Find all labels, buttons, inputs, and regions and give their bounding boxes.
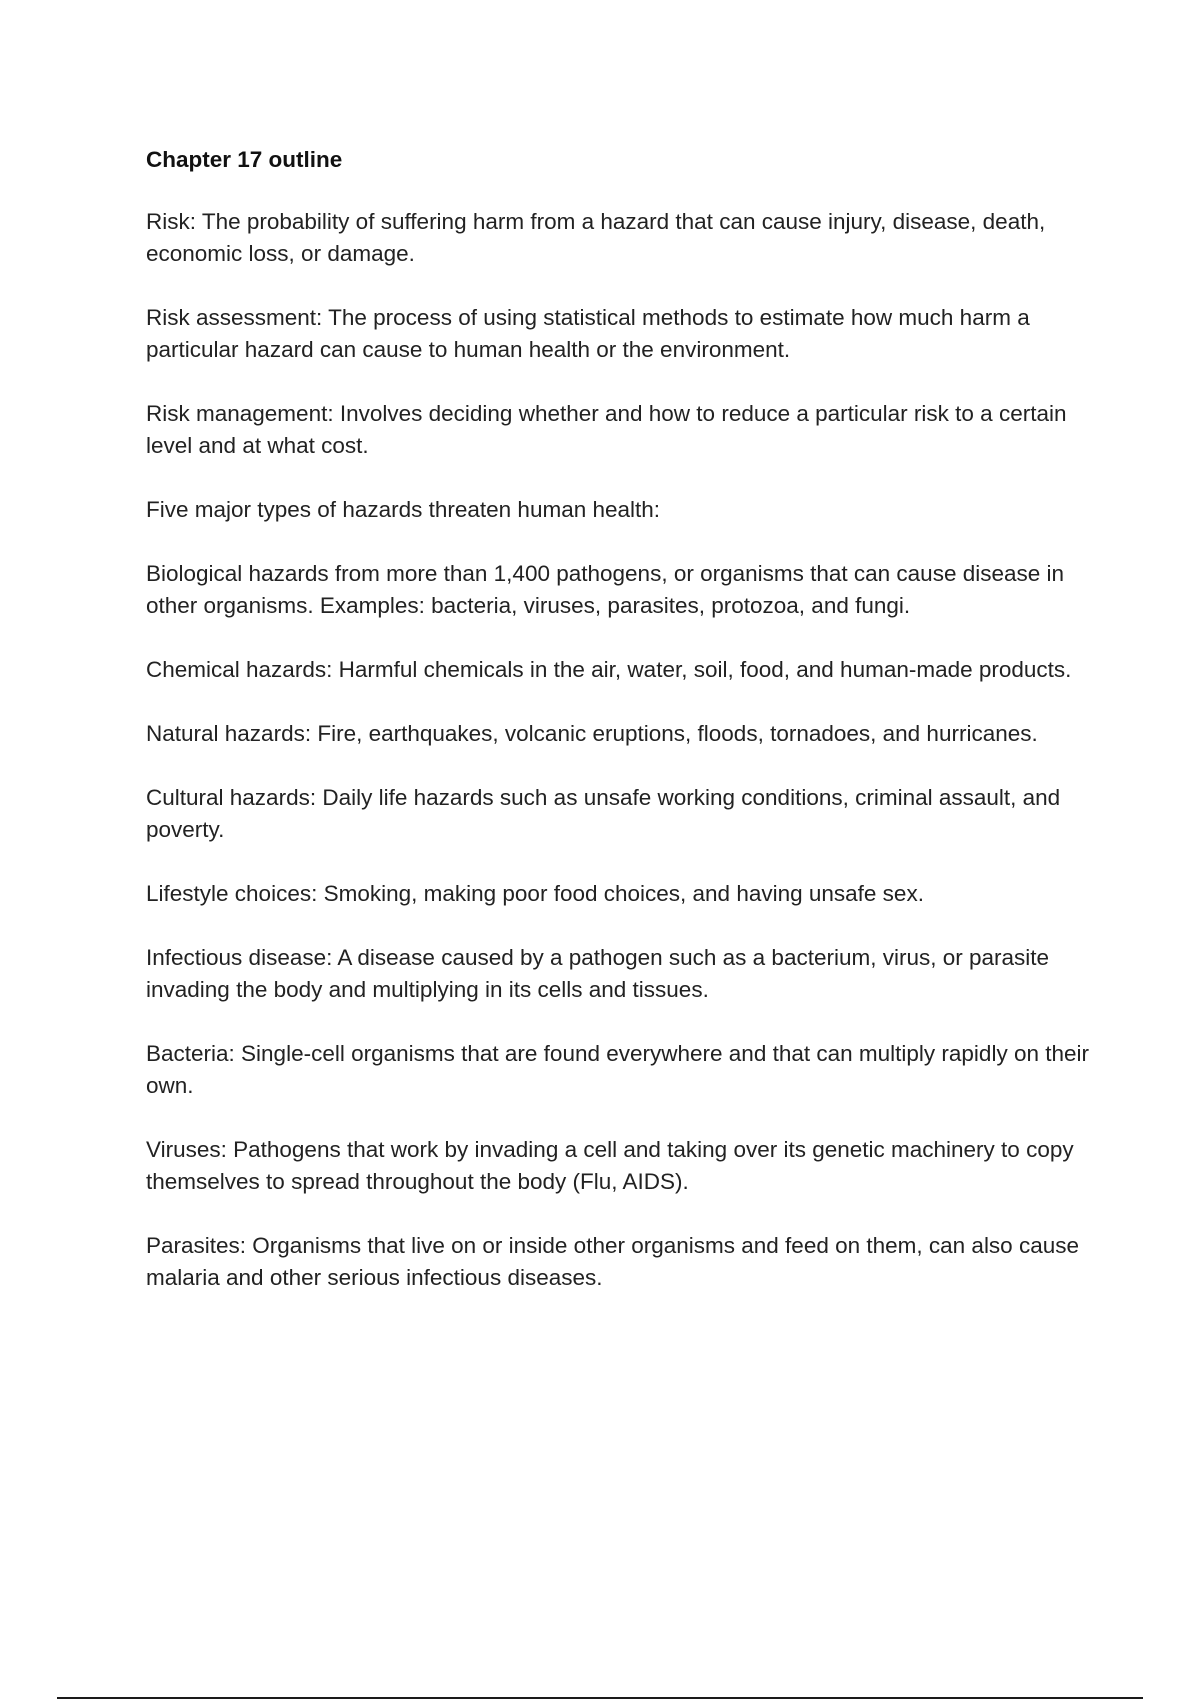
paragraph-chemical-hazards: Chemical hazards: Harmful chemicals in the air, water, soil, food, and human-made products.	[146, 657, 1072, 682]
paragraph-risk: Risk: The probability of suffering harm from a hazard that can cause injury, disease, death, economic loss, or damage.	[146, 209, 1046, 266]
paragraph-viruses: Viruses: Pathogens that work by invading a cell and taking over its genetic machinery to copy themselves to spread throughout the body (Flu, AIDS).	[146, 1137, 1074, 1194]
paragraph-natural-hazards: Natural hazards: Fire, earthquakes, volcanic eruptions, floods, tornadoes, and hurricanes.	[146, 721, 1038, 746]
paragraph-cultural-hazards: Cultural hazards: Daily life hazards such as unsafe working conditions, criminal assault, and poverty.	[146, 785, 1061, 842]
paragraph-infectious-disease: Infectious disease: A disease caused by a pathogen such as a bacterium, virus, or parasite invading the body and multiplying in its cells and tissues.	[146, 945, 1050, 1002]
paragraph-lifestyle-choices: Lifestyle choices: Smoking, making poor food choices, and having unsafe sex.	[146, 881, 924, 906]
paragraph-bacteria: Bacteria: Single-cell organisms that are found everywhere and that can multiply rapidly on their own.	[146, 1041, 1089, 1098]
document-body	[146, 144, 1096, 1326]
paragraph-risk-management: Risk management: Involves deciding whether and how to reduce a particular risk to a certain level and at what cost.	[146, 401, 1067, 458]
paragraph-risk-assessment: Risk assessment: The process of using statistical methods to estimate how much harm a particular hazard can cause to human health or the environment.	[146, 305, 1030, 362]
document-title: Chapter 17 outline	[146, 147, 343, 172]
footer-divider	[57, 1697, 1143, 1699]
paragraph-hazard-types-intro: Five major types of hazards threaten human health:	[146, 497, 661, 522]
paragraph-parasites: Parasites: Organisms that live on or inside other organisms and feed on them, can also cause malaria and other serious infectious diseases.	[146, 1233, 1079, 1290]
paragraph-biological-hazards: Biological hazards from more than 1,400 pathogens, or organisms that can cause disease in other organisms. Examples: bacteria, viruses, parasites, protozoa, and fungi.	[146, 561, 1065, 618]
